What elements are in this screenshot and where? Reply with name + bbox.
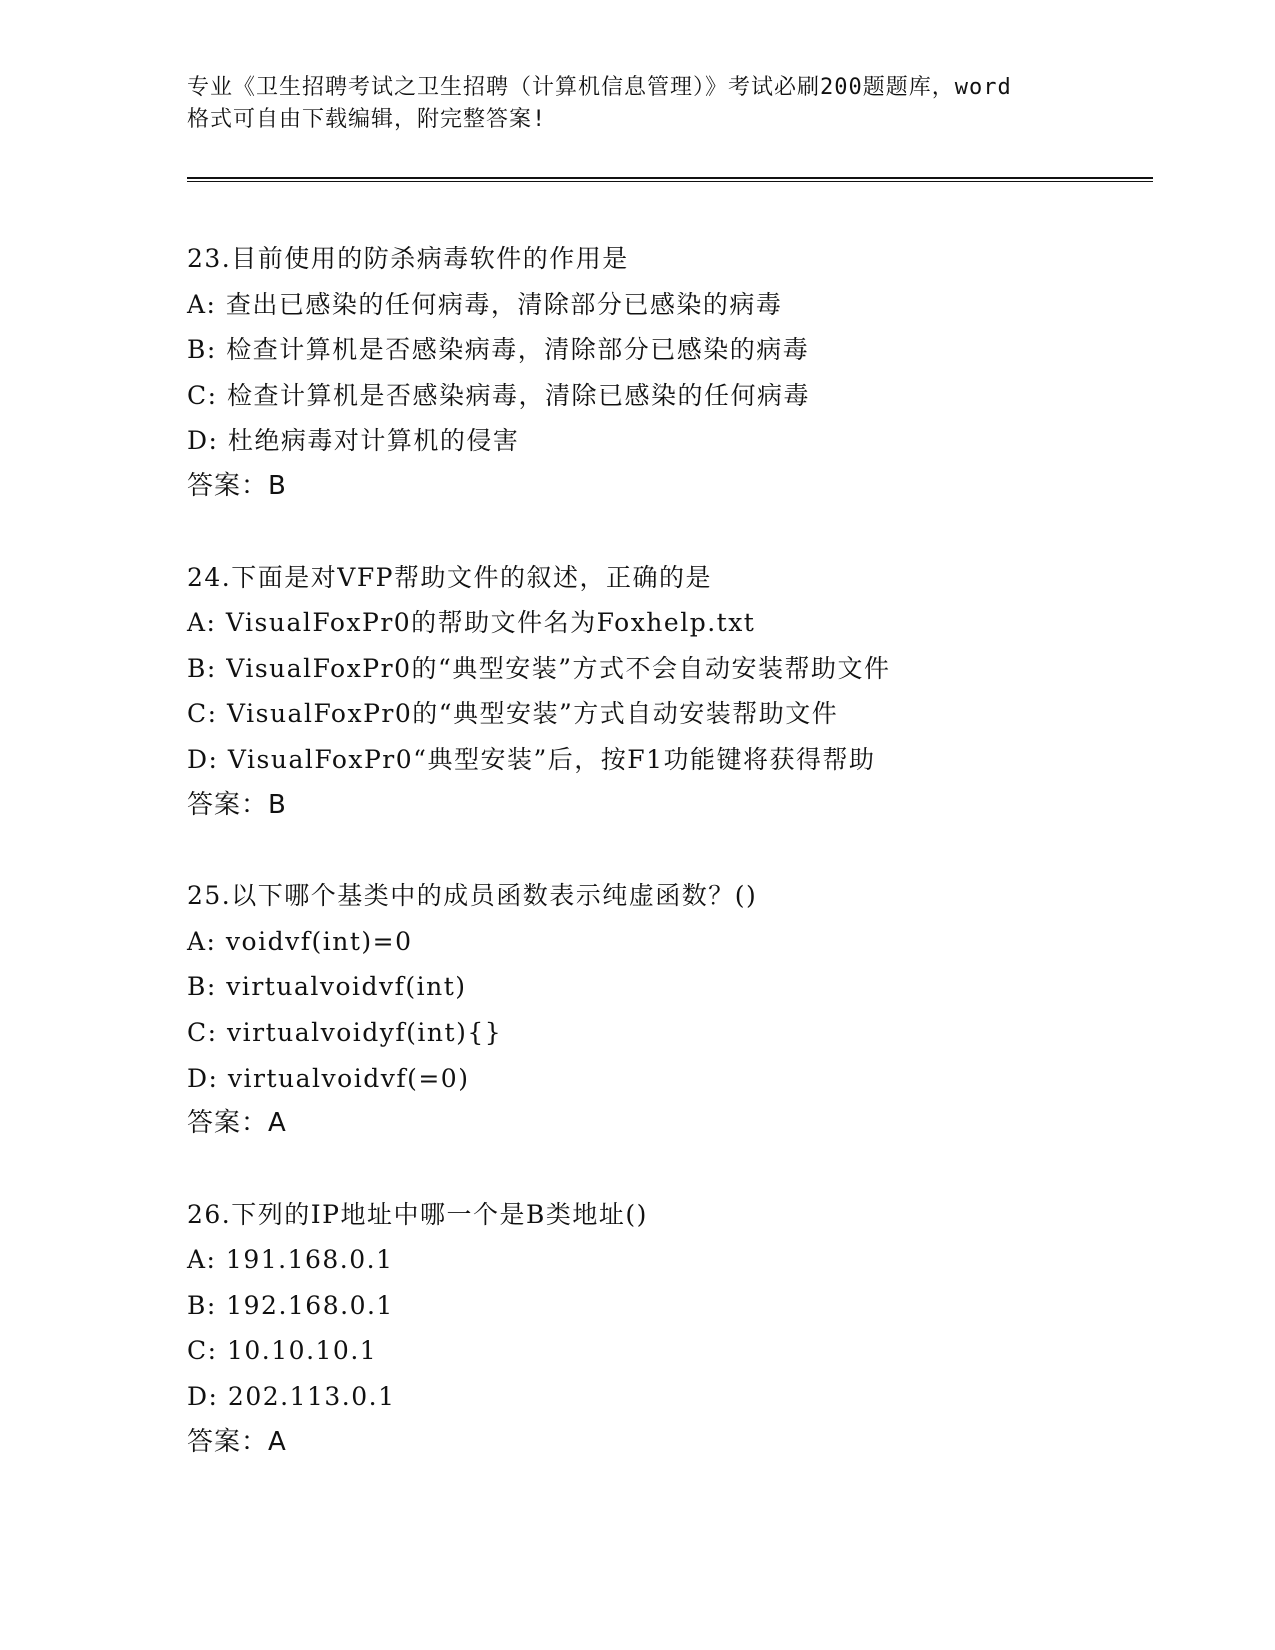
header-title-line2: 格式可自由下载编辑，附完整答案! (187, 107, 547, 132)
question-spacer (187, 828, 1153, 873)
option-b: B: 检查计算机是否感染病毒，清除部分已感染的病毒 (187, 335, 810, 365)
option-a: A: 查出已感染的任何病毒，清除部分已感染的病毒 (187, 289, 783, 319)
question-24 (187, 555, 1153, 829)
option-c: C: VisualFoxPr0的“典型安装”方式自动安装帮助文件 (187, 699, 839, 729)
question-26 (187, 1192, 1153, 1466)
question-list (187, 236, 1153, 1465)
answer-line: 答案：B (187, 789, 287, 820)
header-title-line1: 专业《卫生招聘考试之卫生招聘（计算机信息管理）》考试必刷200题题库，word (187, 75, 1012, 100)
question-23 (187, 236, 1153, 510)
answer-line: 答案：A (187, 1426, 287, 1457)
option-d: D: VisualFoxPr0“典型安装”后，按F1功能键将获得帮助 (187, 744, 876, 774)
option-a: A: 191.168.0.1 (187, 1245, 394, 1275)
answer-line: 答案：A (187, 1108, 287, 1139)
option-b: B: VisualFoxPr0的“典型安装”方式不会自动安装帮助文件 (187, 653, 891, 683)
option-b: B: virtualvoidvf(int) (187, 972, 467, 1002)
question-stem: 25.以下哪个基类中的成员函数表示纯虚函数？() (187, 881, 758, 911)
option-c: C: 检查计算机是否感染病毒，清除已感染的任何病毒 (187, 380, 811, 410)
option-c: C: 10.10.10.1 (187, 1336, 378, 1366)
question-stem: 23.目前使用的防杀病毒软件的作用是 (187, 244, 629, 273)
question-spacer (187, 510, 1153, 555)
question-25 (187, 873, 1153, 1147)
option-c: C: virtualvoidyf(int){} (187, 1017, 503, 1047)
option-d: D: 杜绝病毒对计算机的侵害 (187, 426, 520, 456)
header-divider (187, 177, 1153, 182)
option-a: A: voidvf(int)=0 (187, 926, 413, 956)
question-stem: 24.下面是对VFP帮助文件的叙述，正确的是 (187, 562, 712, 592)
question-spacer (187, 1147, 1153, 1192)
option-b: B: 192.168.0.1 (187, 1290, 394, 1320)
question-stem: 26.下列的IP地址中哪一个是B类地址() (187, 1199, 648, 1229)
option-a: A: VisualFoxPr0的帮助文件名为Foxhelp.txt (187, 608, 756, 638)
answer-line: 答案：B (187, 470, 287, 501)
option-d: D: virtualvoidvf(=0) (187, 1063, 470, 1093)
option-d: D: 202.113.0.1 (187, 1382, 396, 1412)
document-header (187, 72, 1087, 136)
